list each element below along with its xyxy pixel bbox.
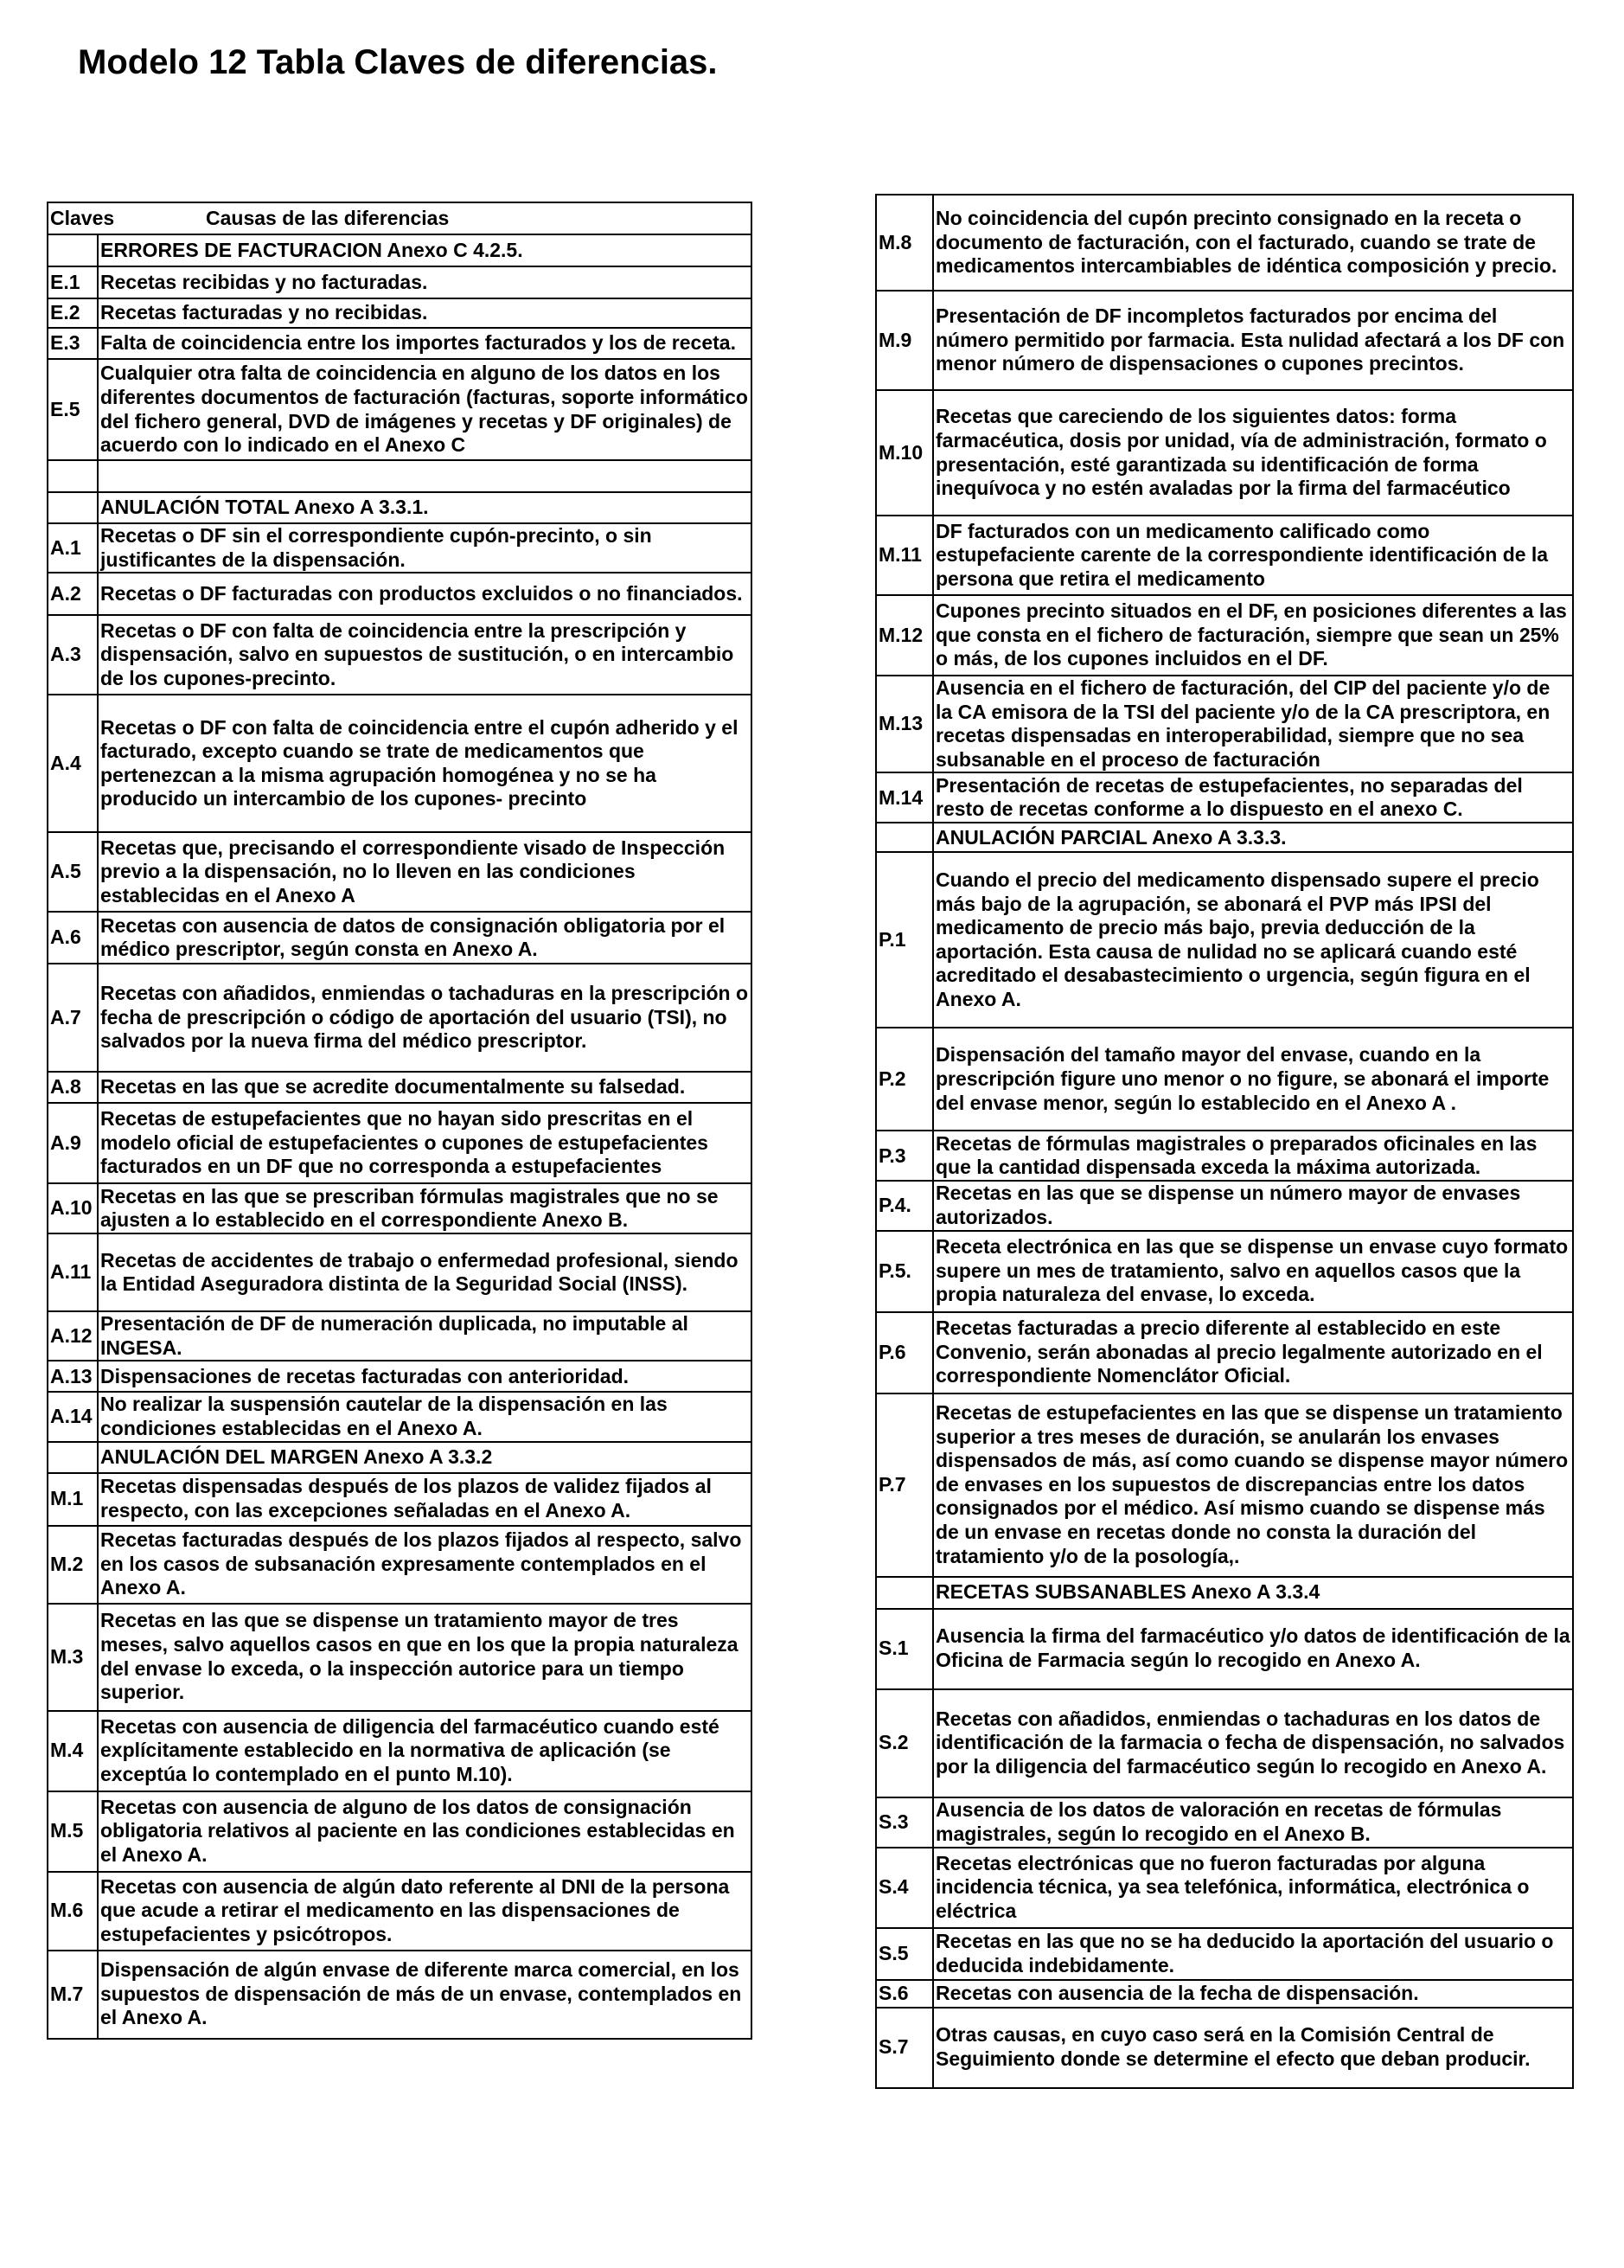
- causa-text-cell: Recetas o DF sin el correspondiente cupón-precinto, o sin justificantes de la dispensación.: [98, 523, 751, 573]
- table-row: [48, 266, 751, 298]
- claves-code-cell: P.3: [876, 1131, 933, 1181]
- causa-text-cell: Recetas de accidentes de trabajo o enfermedad profesional, siendo la Entidad Aseguradora distinta de la Seguridad Social (INSS).: [98, 1233, 751, 1311]
- claves-code-cell: [48, 492, 98, 523]
- causa-text-cell: Recetas en las que se prescriban fórmulas magistrales que no se ajusten a lo establecido en el correspondiente Anexo B.: [98, 1183, 751, 1233]
- table-row: [876, 823, 1573, 852]
- table-row: [876, 516, 1573, 595]
- claves-code-cell: M.6: [48, 1872, 98, 1951]
- claves-code-cell: M.9: [876, 291, 933, 390]
- causa-text-cell: Recetas de fórmulas magistrales o preparados oficinales en las que la cantidad dispensada exceda la máxima autorizada.: [933, 1131, 1573, 1181]
- causa-text-cell: Receta electrónica en las que se dispense un envase cuyo formato supere un mes de tratamiento, salvo en aquellos casos que la propia naturaleza del envase, lo exceda.: [933, 1231, 1573, 1312]
- table-row: [48, 1473, 751, 1526]
- causa-text-cell: Recetas con ausencia de la fecha de dispensación.: [933, 1980, 1573, 2008]
- causa-text-cell: Presentación de recetas de estupefacientes, no separadas del resto de recetas conforme a lo dispuesto en el anexo C.: [933, 772, 1573, 823]
- table-row: [48, 1361, 751, 1392]
- claves-code-cell: M.10: [876, 390, 933, 516]
- causa-text-cell: DF facturados con un medicamento calificado como estupefaciente carente de la correspondiente identificación de la persona que retira el medicamento: [933, 516, 1573, 595]
- claves-code-cell: A.1: [48, 523, 98, 573]
- table-row: [876, 676, 1573, 772]
- claves-code-cell: P.6: [876, 1312, 933, 1393]
- causa-text-cell: Ausencia de los datos de valoración en recetas de fórmulas magistrales, según lo recogido en el Anexo B.: [933, 1797, 1573, 1848]
- table-row: [48, 615, 751, 695]
- claves-code-cell: A.7: [48, 964, 98, 1072]
- table-row: [48, 1233, 751, 1311]
- claves-code-cell: S.4: [876, 1848, 933, 1928]
- causa-text-cell: Recetas facturadas y no recibidas.: [98, 298, 751, 328]
- claves-code-cell: E.3: [48, 328, 98, 359]
- claves-code-cell: E.5: [48, 359, 98, 460]
- table-row: [48, 912, 751, 964]
- claves-code-cell: P.2: [876, 1028, 933, 1131]
- table-row: [876, 1980, 1573, 2008]
- table-row: [48, 1103, 751, 1183]
- table-row: [48, 1311, 751, 1361]
- table-row: [876, 1393, 1573, 1577]
- table-row: [876, 1609, 1573, 1689]
- claves-code-cell: A.2: [48, 573, 98, 615]
- causa-text-cell: ANULACIÓN TOTAL Anexo A 3.3.1.: [98, 492, 751, 523]
- claves-code-cell: P.1: [876, 852, 933, 1028]
- causa-text-cell: No realizar la suspensión cautelar de la dispensación en las condiciones establecidas en el Anexo A.: [98, 1392, 751, 1441]
- claves-code-cell: M.1: [48, 1473, 98, 1526]
- causa-text-cell: Recetas que, precisando el correspondiente visado de Inspección previo a la dispensación, no lo lleven en las condiciones establecidas en el Anexo A: [98, 832, 751, 912]
- table-row: [48, 1442, 751, 1473]
- claves-code-cell: A.3: [48, 615, 98, 695]
- claves-code-cell: S.2: [876, 1689, 933, 1797]
- claves-code-cell: A.5: [48, 832, 98, 912]
- table-row: [48, 1604, 751, 1711]
- table-row: [48, 1392, 751, 1441]
- claves-code-cell: A.11: [48, 1233, 98, 1311]
- causa-text-cell: Presentación de DF incompletos facturados por encima del número permitido por farmacia. Esta nulidad afectará a los DF con menor número de dispensaciones o cupones precintos.: [933, 291, 1573, 390]
- table-row: [876, 1181, 1573, 1230]
- causa-text-cell: Recetas en las que se dispense un número mayor de envases autorizados.: [933, 1181, 1573, 1230]
- causa-text-cell: Recetas recibidas y no facturadas.: [98, 266, 751, 298]
- causa-text-cell: Dispensación de algún envase de diferente marca comercial, en los supuestos de dispensación de más de un envase, contemplados en el Anexo A.: [98, 1951, 751, 2039]
- claves-code-cell: A.6: [48, 912, 98, 964]
- causa-text-cell: Cupones precinto situados en el DF, en posiciones diferentes a las que consta en el fichero de facturación, siempre que sean un 25% o más, de los cupones incluidos en el DF.: [933, 595, 1573, 676]
- table-row: [48, 964, 751, 1072]
- causa-text-cell: Recetas en las que se dispense un tratamiento mayor de tres meses, salvo aquellos casos en que en los que la propia naturaleza del envase lo exceda, o la inspección autorice para un tiempo superior.: [98, 1604, 751, 1711]
- claves-code-cell: [48, 234, 98, 266]
- claves-code-cell: M.4: [48, 1711, 98, 1791]
- table-row: [48, 359, 751, 460]
- claves-code-cell: P.4.: [876, 1181, 933, 1230]
- causa-text-cell: ANULACIÓN PARCIAL Anexo A 3.3.3.: [933, 823, 1573, 852]
- table-row: [48, 573, 751, 615]
- claves-code-cell: S.7: [876, 2008, 933, 2088]
- causa-text-cell: No coincidencia del cupón precinto consignado en la receta o documento de facturación, con el facturado, cuando se trate de medicamentos intercambiables de idéntica composición y precio.: [933, 195, 1573, 291]
- causa-text-cell: Recetas en las que no se ha deducido la aportación del usuario o deducida indebidamente.: [933, 1928, 1573, 1980]
- causa-text-cell: Recetas o DF con falta de coincidencia entre la prescripción y dispensación, salvo en supuestos de sustitución, o en intercambio de los cupones-precinto.: [98, 615, 751, 695]
- table-row: [876, 772, 1573, 823]
- claves-code-cell: M.12: [876, 595, 933, 676]
- left-differences-table: [47, 202, 752, 2040]
- table-row: [876, 1797, 1573, 1848]
- table-row: [48, 1711, 751, 1791]
- table-row: [876, 1577, 1573, 1609]
- causa-text-cell: Recetas con ausencia de algún dato referente al DNI de la persona que acude a retirar el medicamento en las dispensaciones de estupefacientes y psicótropos.: [98, 1872, 751, 1951]
- table-row: [876, 1312, 1573, 1393]
- causa-text-cell: Cuando el precio del medicamento dispensado supere el precio más bajo de la agrupación, se abonará el PVP más IPSI del medicamento de precio más bajo, previa deducción de la aportación. Esta causa de nulidad no se aplicará cuando esté acreditado el desabastecimiento o urgencia, según figura en el Anexo A.: [933, 852, 1573, 1028]
- claves-code-cell: M.5: [48, 1791, 98, 1872]
- claves-code-cell: A.10: [48, 1183, 98, 1233]
- claves-code-cell: A.4: [48, 695, 98, 832]
- table-row: [48, 1791, 751, 1872]
- causa-text-cell: Recetas de estupefacientes en las que se dispense un tratamiento superior a tres meses de duración, se anularán los envases dispensados de más, así como cuando se dispense mayor número de envases en los supuestos de discrepancias entre los datos consignados por el médico. Así mismo cuando se dispense más de un envase en recetas donde no consta la duración del tratamiento y/o de la posología,.: [933, 1393, 1573, 1577]
- table-row: [48, 523, 751, 573]
- causa-text-cell: Ausencia en el fichero de facturación, del CIP del paciente y/o de la CA emisora de la TSI del paciente y/o de la CA prescriptora, en recetas dispensadas en interoperabilidad, siempre que no sea subsanable en el proceso de facturación: [933, 676, 1573, 772]
- claves-code-cell: M.3: [48, 1604, 98, 1711]
- claves-code-cell: E.1: [48, 266, 98, 298]
- claves-code-cell: A.13: [48, 1361, 98, 1392]
- table-row: [876, 291, 1573, 390]
- claves-code-cell: [48, 1442, 98, 1473]
- causa-text-cell: Otras causas, en cuyo caso será en la Comisión Central de Seguimiento donde se determine el efecto que deban producir.: [933, 2008, 1573, 2088]
- claves-code-cell: [48, 460, 98, 492]
- claves-code-cell: M.11: [876, 516, 933, 595]
- table-row: [876, 1928, 1573, 1980]
- causa-text-cell: Presentación de DF de numeración duplicada, no imputable al INGESA.: [98, 1311, 751, 1361]
- table-row: [876, 1689, 1573, 1797]
- claves-code-cell: M.13: [876, 676, 933, 772]
- claves-code-cell: P.5.: [876, 1231, 933, 1312]
- causa-text-cell: Recetas que careciendo de los siguientes datos: forma farmacéutica, dosis por unidad, vía de administración, formato o presentación, esté garantizada su identificación de forma inequívoca y no estén avaladas por la firma del farmacéutico: [933, 390, 1573, 516]
- causa-text-cell: RECETAS SUBSANABLES Anexo A 3.3.4: [933, 1577, 1573, 1609]
- right-differences-table: [875, 194, 1574, 2089]
- claves-code-cell: A.8: [48, 1072, 98, 1103]
- table-row: [876, 195, 1573, 291]
- causa-text-cell: Recetas electrónicas que no fueron facturadas por alguna incidencia técnica, ya sea telefónica, informática, electrónica o eléctrica: [933, 1848, 1573, 1928]
- table-row: [876, 852, 1573, 1028]
- causa-text-cell: Recetas con ausencia de datos de consignación obligatoria por el médico prescriptor, según consta en Anexo A.: [98, 912, 751, 964]
- table-row: [48, 832, 751, 912]
- claves-code-cell: [876, 823, 933, 852]
- causa-text-cell: Recetas con ausencia de diligencia del farmacéutico cuando esté explícitamente establecido en la normativa de aplicación (se exceptúa lo contemplado en el punto M.10).: [98, 1711, 751, 1791]
- table-header-cell: [48, 202, 751, 234]
- claves-code-cell: A.9: [48, 1103, 98, 1183]
- table-row: [48, 234, 751, 266]
- causa-text-cell: Recetas en las que se acredite documentalmente su falsedad.: [98, 1072, 751, 1103]
- page-title: Modelo 12 Tabla Claves de diferencias.: [78, 43, 718, 81]
- causa-text-cell: [98, 460, 751, 492]
- causa-text-cell: Recetas facturadas después de los plazos fijados al respecto, salvo en los casos de subsanación expresamente contemplados en el Anexo A.: [98, 1526, 751, 1604]
- claves-code-cell: M.8: [876, 195, 933, 291]
- causa-text-cell: Recetas con añadidos, enmiendas o tachaduras en la prescripción o fecha de prescripción o código de aportación del usuario (TSI), no salvados por la nueva firma del médico prescriptor.: [98, 964, 751, 1072]
- causa-text-cell: Dispensaciones de recetas facturadas con anterioridad.: [98, 1361, 751, 1392]
- causa-text-cell: Recetas de estupefacientes que no hayan sido prescritas en el modelo oficial de estupefacientes o cupones de estupefacientes facturados en un DF que no corresponda a estupefacientes: [98, 1103, 751, 1183]
- table-row: [48, 1072, 751, 1103]
- causa-text-cell: Recetas dispensadas después de los plazos de validez fijados al respecto, con las excepciones señaladas en el Anexo A.: [98, 1473, 751, 1526]
- table-row: [876, 1848, 1573, 1928]
- header-causas: Causas de las diferencias: [206, 206, 450, 229]
- table-row: [48, 298, 751, 328]
- table-row: [876, 2008, 1573, 2088]
- claves-code-cell: M.2: [48, 1526, 98, 1604]
- claves-code-cell: S.6: [876, 1980, 933, 2008]
- claves-code-cell: E.2: [48, 298, 98, 328]
- claves-code-cell: A.12: [48, 1311, 98, 1361]
- table-row: [48, 492, 751, 523]
- table-row: [876, 595, 1573, 676]
- claves-code-cell: S.5: [876, 1928, 933, 1980]
- causa-text-cell: Cualquier otra falta de coincidencia en alguno de los datos en los diferentes documentos de facturación (facturas, soporte informático del fichero general, DVD de imágenes y recetas y DF originales) de acuerdo con lo indicado en el Anexo C: [98, 359, 751, 460]
- table-row: [48, 328, 751, 359]
- causa-text-cell: Recetas o DF con falta de coincidencia entre el cupón adherido y el facturado, excepto cuando se trate de medicamentos que pertenezcan a la misma agrupación homogénea y no se ha producido un intercambio de los cupones- precinto: [98, 695, 751, 832]
- causa-text-cell: Falta de coincidencia entre los importes facturados y los de receta.: [98, 328, 751, 359]
- causa-text-cell: ANULACIÓN DEL MARGEN Anexo A 3.3.2: [98, 1442, 751, 1473]
- claves-code-cell: M.14: [876, 772, 933, 823]
- causa-text-cell: Recetas o DF facturadas con productos excluidos o no financiados.: [98, 573, 751, 615]
- claves-code-cell: S.3: [876, 1797, 933, 1848]
- causa-text-cell: Recetas facturadas a precio diferente al establecido en este Convenio, serán abonadas al precio legalmente autorizado en el correspondiente Nomenclátor Oficial.: [933, 1312, 1573, 1393]
- causa-text-cell: Recetas con ausencia de alguno de los datos de consignación obligatoria relativos al paciente en las condiciones establecidas en el Anexo A.: [98, 1791, 751, 1872]
- table-row: [48, 460, 751, 492]
- table-row: [876, 390, 1573, 516]
- table-row: [876, 1028, 1573, 1131]
- claves-code-cell: M.7: [48, 1951, 98, 2039]
- table-row: [48, 695, 751, 832]
- claves-code-cell: P.7: [876, 1393, 933, 1577]
- table-row: [48, 1183, 751, 1233]
- table-row: [876, 1231, 1573, 1312]
- causa-text-cell: ERRORES DE FACTURACION Anexo C 4.2.5.: [98, 234, 751, 266]
- causa-text-cell: Dispensación del tamaño mayor del envase, cuando en la prescripción figure uno menor o no figure, se abonará el importe del envase menor, según lo establecido en el Anexo A .: [933, 1028, 1573, 1131]
- table-row: [48, 1951, 751, 2039]
- claves-code-cell: S.1: [876, 1609, 933, 1689]
- table-row: [48, 1872, 751, 1951]
- claves-code-cell: A.14: [48, 1392, 98, 1441]
- causa-text-cell: Recetas con añadidos, enmiendas o tachaduras en los datos de identificación de la farmacia o fecha de dispensación, no salvados por la diligencia del farmacéutico según lo recogido en Anexo A.: [933, 1689, 1573, 1797]
- claves-code-cell: [876, 1577, 933, 1609]
- table-row: [48, 1526, 751, 1604]
- table-header-row: [48, 202, 751, 234]
- table-row: [876, 1131, 1573, 1181]
- causa-text-cell: Ausencia la firma del farmacéutico y/o datos de identificación de la Oficina de Farmacia según lo recogido en Anexo A.: [933, 1609, 1573, 1689]
- header-claves: Claves: [50, 206, 115, 229]
